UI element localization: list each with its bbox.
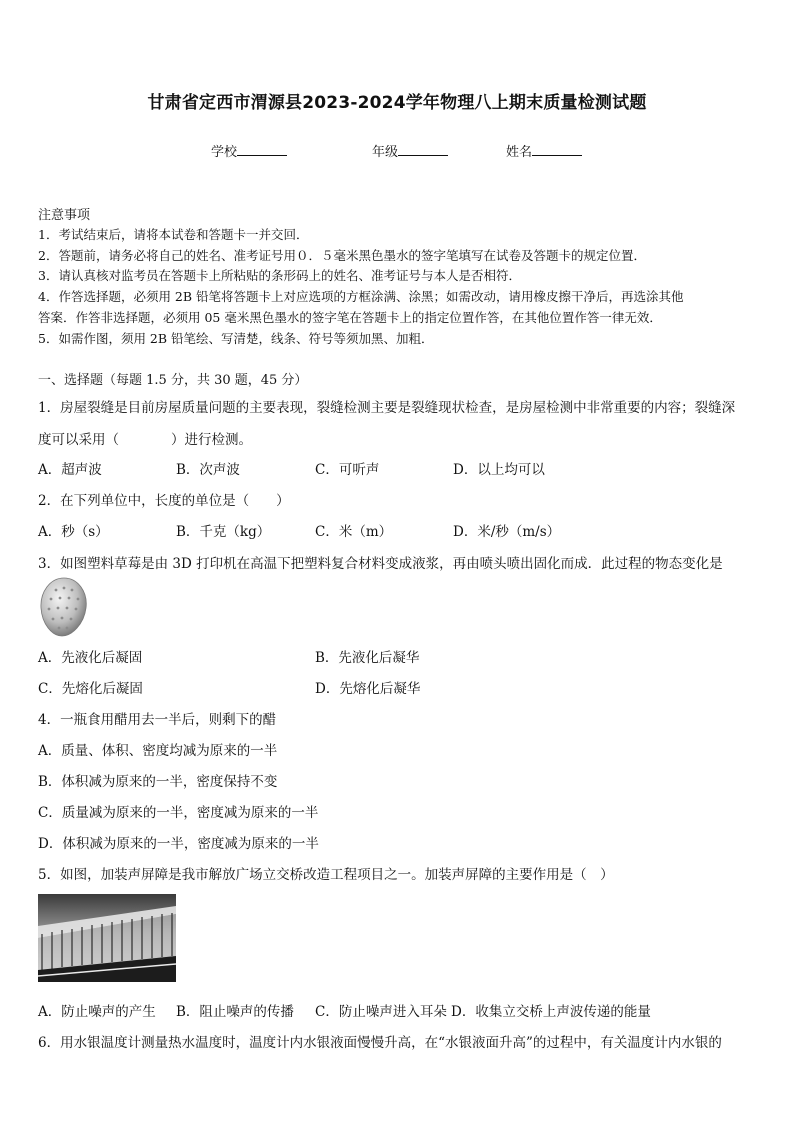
notice-item: 3．请认真核对监考员在答题卡上所粘贴的条形码上的姓名、准考证号与本人是否相符． bbox=[38, 268, 521, 283]
question-1-stem: 1．房屋裂缝是目前房屋质量问题的主要表现，裂缝检测主要是裂缝现状检查，是房屋检测中非常重要的内容；裂缝深 bbox=[38, 400, 736, 416]
notice-item: 1．考试结束后，请将本试卷和答题卡一并交回． bbox=[38, 227, 309, 242]
notice-item: 4．作答选择题，必须用 2B 铅笔将答题卡上对应选项的方框涂满、涂黑；如需改动，请用橡皮擦干净后，再选涂其他 bbox=[38, 289, 684, 304]
school-field[interactable] bbox=[211, 141, 287, 160]
question-1-option-d[interactable]: D．以上均可以 bbox=[453, 462, 545, 478]
grade-field[interactable] bbox=[372, 141, 448, 160]
question-5-option-d[interactable]: D．收集立交桥上声波传递的能量 bbox=[451, 1004, 651, 1020]
question-1-option-c[interactable]: C．可听声 bbox=[315, 462, 380, 478]
name-label: 姓名 bbox=[506, 145, 533, 160]
noise-barrier-figure bbox=[38, 894, 176, 982]
page-title: 甘肃省定西市渭源县2023-2024学年物理八上期末质量检测试题 bbox=[147, 93, 647, 113]
question-3-stem: 3．如图塑料草莓是由 3D 打印机在高温下把塑料复合材料变成液浆，再由喷头喷出固化而成．此过程的物态变化是 bbox=[38, 556, 723, 572]
question-2-option-b[interactable]: B．千克（kg） bbox=[176, 524, 271, 540]
question-1-option-b[interactable]: B．次声波 bbox=[176, 462, 240, 478]
question-5-option-c[interactable]: C．防止噪声进入耳朵 bbox=[315, 1004, 447, 1020]
school-blank[interactable] bbox=[237, 142, 287, 156]
question-2-option-a[interactable]: A．秒（s） bbox=[38, 524, 109, 540]
question-1-stem-cont bbox=[38, 428, 252, 448]
question-4-option-b[interactable]: B．体积减为原来的一半，密度保持不变 bbox=[38, 774, 278, 790]
question-4-option-a[interactable]: A．质量、体积、密度均减为原来的一半 bbox=[38, 743, 278, 759]
section-heading: 一、选择题（每题 1.5 分，共 30 题，45 分） bbox=[38, 373, 308, 388]
question-1-text-a: 度可以采用（ bbox=[38, 432, 119, 448]
school-label: 学校 bbox=[211, 145, 238, 160]
question-4-option-d[interactable]: D．体积减为原来的一半，密度减为原来的一半 bbox=[38, 836, 319, 852]
notice-item: 2．答题前，请务必将自己的姓名、准考证号用０．５毫米黑色墨水的签字笔填写在试卷及答题卡的规定位置． bbox=[38, 248, 646, 263]
notice-heading: 注意事项 bbox=[38, 208, 91, 223]
question-3-option-b[interactable]: B．先液化后凝华 bbox=[315, 650, 420, 666]
question-4-option-c[interactable]: C．质量减为原来的一半，密度减为原来的一半 bbox=[38, 805, 319, 821]
question-3-option-d[interactable]: D．先熔化后凝华 bbox=[315, 681, 421, 697]
strawberry-figure bbox=[38, 574, 90, 638]
question-2-option-c[interactable]: C．米（m） bbox=[315, 524, 393, 540]
question-6-stem: 6．用水银温度计测量热水温度时，温度计内水银液面慢慢升高，在“水银液面升高”的过程中，有关温度计内水银的 bbox=[38, 1035, 722, 1051]
grade-blank[interactable] bbox=[398, 142, 448, 156]
question-3-option-c[interactable]: C．先熔化后凝固 bbox=[38, 681, 143, 697]
question-5-option-b[interactable]: B．阻止噪声的传播 bbox=[176, 1004, 294, 1020]
notice-item: 答案．作答非选择题，必须用 05 毫米黑色墨水的签字笔在答题卡上的指定位置作答，在其他位置作答一律无效． bbox=[38, 310, 662, 325]
grade-label: 年级 bbox=[372, 145, 399, 160]
question-4-stem: 4．一瓶食用醋用去一半后，则剩下的醋 bbox=[38, 712, 277, 728]
question-3-option-a[interactable]: A．先液化后凝固 bbox=[38, 650, 143, 666]
name-field[interactable] bbox=[506, 141, 582, 160]
question-1-text-b: ）进行检测。 bbox=[171, 432, 252, 448]
question-5-stem: 5．如图，加装声屏障是我市解放广场立交桥改造工程项目之一。加装声屏障的主要作用是（ ） bbox=[38, 867, 614, 883]
question-1-option-a[interactable]: A．超声波 bbox=[38, 462, 102, 478]
name-blank[interactable] bbox=[532, 142, 582, 156]
question-2-option-d[interactable]: D．米/秒（m/s） bbox=[453, 524, 561, 540]
notice-item: 5．如需作图，须用 2B 铅笔绘、写清楚，线条、符号等须加黑、加粗． bbox=[38, 331, 434, 346]
question-2-stem: 2．在下列单位中，长度的单位是（ ） bbox=[38, 493, 290, 509]
question-5-option-a[interactable]: A．防止噪声的产生 bbox=[38, 1004, 156, 1020]
